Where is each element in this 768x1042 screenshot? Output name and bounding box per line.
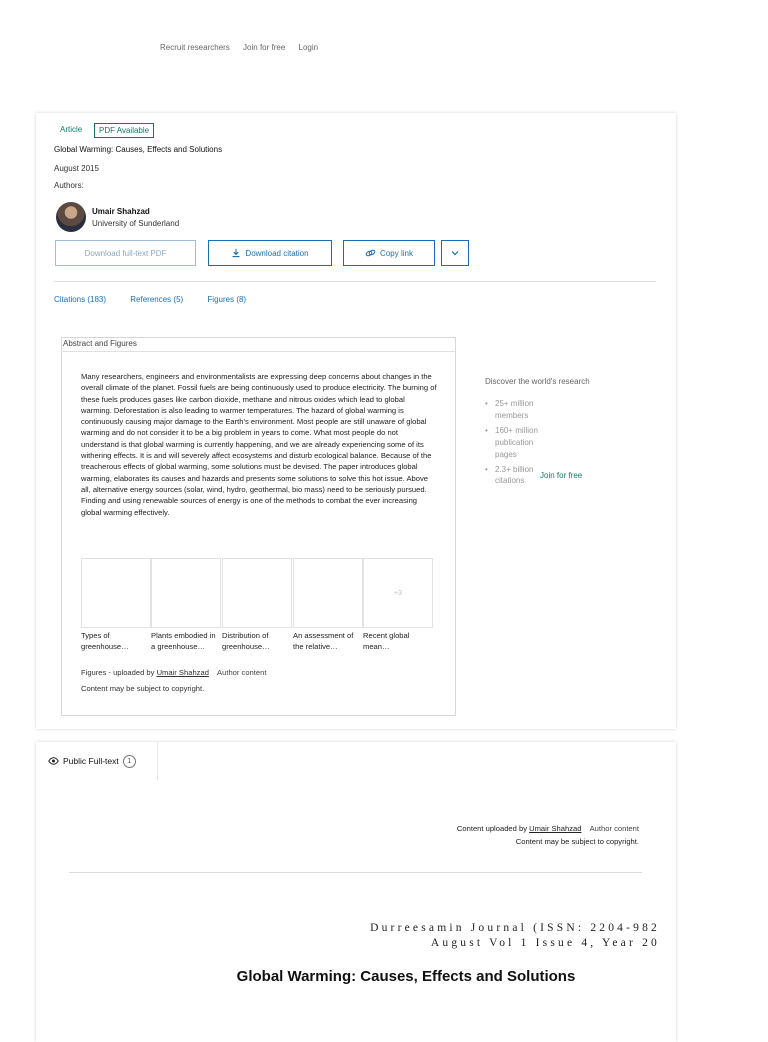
download-full-text-button[interactable] [55,240,196,266]
figures-uploaded-note [81,668,266,677]
chevron-down-icon [451,250,459,256]
recruit-researchers-link[interactable]: Recruit researchers [160,43,230,52]
abstract-header: Abstract and Figures [62,338,455,352]
publication-tabs [54,295,268,304]
eye-icon [48,757,59,765]
paper-title: Global Warming: Causes, Effects and Solutions [236,968,576,985]
publication-title: Global Warming: Causes, Effects and Solutions [54,145,223,154]
download-icon [231,248,241,258]
figure-caption: Recent global mean… [363,631,410,651]
journal-line-2: August Vol 1 Issue 4, Year 20 [430,937,660,949]
public-full-text-label: Public Full-text [63,756,119,766]
more-figures-count: +3 [394,589,402,597]
figures-uploader-link[interactable]: Umair Shahzad [156,668,209,677]
discover-title: Discover the world's research [485,377,590,386]
article-type-badge: Article [60,125,83,134]
more-actions-button[interactable] [441,240,469,266]
discover-sidebar [485,377,665,485]
content-author-label: Author content [589,824,639,833]
figure-item[interactable] [222,558,292,652]
figure-item[interactable] [293,558,363,652]
join-for-free-button[interactable]: Join for free [540,471,583,480]
content-uploader-link[interactable]: Umair Shahzad [529,824,582,833]
full-text-count-badge: 1 [123,755,136,768]
copy-link-button[interactable] [343,240,435,266]
divider [69,872,642,873]
tab-references[interactable]: References (5) [130,295,184,304]
stat-citations: • 2.3+ billion [485,464,535,476]
figure-caption: Types of greenhouse… [81,631,129,651]
figure-thumbnail[interactable] [293,558,363,628]
figure-caption: Plants embodied in a greenhouse… [151,631,216,651]
stat-citations-label: citations [495,476,525,485]
figure-item[interactable] [363,558,433,652]
figure-thumbnail[interactable] [151,558,221,628]
login-link[interactable]: Login [298,43,319,52]
journal-header [370,921,660,951]
full-text-card [36,742,676,1042]
divider [54,281,656,282]
tab-figures[interactable]: Figures (8) [207,295,247,304]
copy-link-label: Copy link [380,248,413,258]
more-figures-thumbnail[interactable] [363,558,433,628]
download-citation-label: Download citation [245,248,309,258]
stat-publications: • 160+ million publication pages [485,425,555,461]
stat-members: • 25+ million members [485,398,555,422]
author-name[interactable]: Umair Shahzad [92,207,150,216]
figure-item[interactable] [81,558,151,652]
download-citation-button[interactable] [208,240,332,266]
figure-caption: An assessment of the relative… [293,631,354,651]
link-icon [365,248,376,258]
top-nav [160,43,329,52]
content-copyright-note: Content may be subject to copyright. [515,837,639,846]
abstract-panel [61,337,456,716]
author-content-label: Author content [217,668,267,677]
journal-line-1: Durreesamin Journal (ISSN: 2204-982 [370,922,660,934]
pdf-available-badge: PDF Available [94,123,154,138]
figure-caption: Distribution of greenhouse… [222,631,270,651]
figures-uploaded-prefix: Figures - uploaded by [81,668,155,677]
publication-card [36,113,676,729]
figure-thumbnail[interactable] [81,558,151,628]
publication-date: August 2015 [54,164,99,173]
figure-thumbnail[interactable] [222,558,292,628]
tab-citations[interactable]: Citations (183) [54,295,107,304]
content-uploaded-prefix: Content uploaded by [456,824,527,833]
abstract-text: Many researchers, engineers and environmentalists are expressing deep concerns about changes in the overall climate of the planet. Fossil fuels are being continuously used to produce electricity. The burning of these fuels produces gases like carbon dioxide, methane and nitrous oxides which lead to global warming. Deforestation is also leading to warmer temperatures. The hazard of global warming is continuously causing major damage to the Earth's environment. Most people are still unaware of global warming and do not consider it to be a big problem in years to come. What most people do not understand is that global warming is currently happening, and we are already experiencing some of its withering effects. It is and will severely affect ecosystems and disturb ecological balance. Because of the treacherous effects of global warming, some solutions must be devised. The paper introduces global warming, elaborates its causes and hazards and presents some solutions to solve this hot issue. Above all, alternative energy sources (solar, wind, hydro, geothermal, bio mass) need to be seriously pursued. Finding and using renewable sources of energy is one of the methods to combat the ever increasing global warming effectively. [81,372,437,517]
authors-label: Authors: [54,181,84,190]
author-avatar[interactable] [56,202,86,232]
copyright-note: Content may be subject to copyright. [81,684,205,693]
content-uploaded-note [457,822,639,848]
public-full-text-tab[interactable] [36,742,158,780]
download-full-text-label: Download full-text PDF [84,248,167,258]
figure-item[interactable] [151,558,221,652]
author-institution: University of Sunderland [92,219,180,228]
join-for-free-link[interactable]: Join for free [243,43,286,52]
